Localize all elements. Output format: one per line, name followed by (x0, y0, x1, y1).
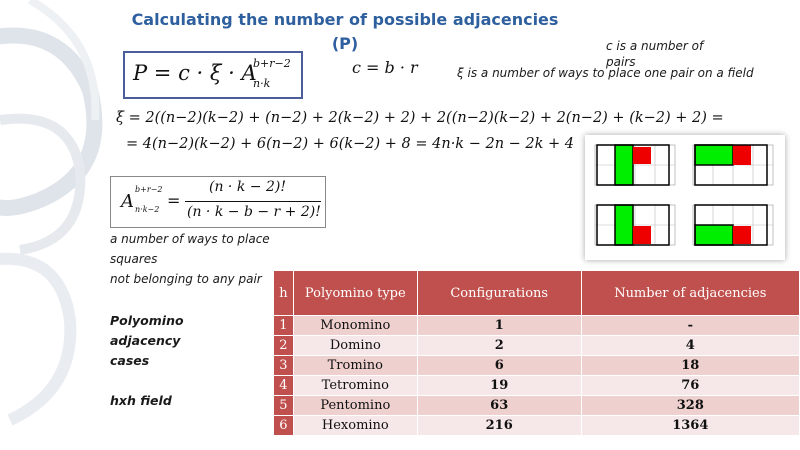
polyomino-adjacency-label (110, 311, 184, 371)
table-row (274, 356, 800, 376)
ways-note-line-3: not belonging to any pair (110, 272, 262, 286)
row-number: 4 (274, 376, 294, 396)
domino-placement-diagrams (585, 135, 785, 260)
adjacencies-cell: 76 (581, 376, 799, 396)
polyomino-type-cell: Tromino (293, 356, 417, 376)
c-definition: c = b · r (352, 58, 418, 77)
c-note: c is a number of pairs (606, 39, 704, 69)
p-formula-lhs: P = c · ξ · A (133, 61, 257, 85)
configurations-cell: 1 (417, 316, 581, 336)
equals-sign: = (167, 191, 181, 210)
adjacencies-cell: 328 (581, 396, 799, 416)
p-formula-sub: n·k (253, 77, 271, 90)
table-row (274, 316, 800, 336)
diagram-horizontal-bottom (693, 205, 773, 245)
a-lhs: A (121, 191, 134, 212)
diagram-horizontal-top (693, 145, 773, 185)
side-label-line-2: adjacency (110, 333, 181, 348)
table-header-row (274, 271, 800, 316)
configurations-cell: 2 (417, 336, 581, 356)
ways-note-line-1: a number of ways to place (110, 232, 270, 246)
row-number: 1 (274, 316, 294, 336)
configurations-cell: 19 (417, 376, 581, 396)
xi-formula-line-2: = 4(n−2)(k−2) + 6(n−2) + 6(k−2) + 8 = 4n·k − 2n − 2k + 4 (126, 136, 574, 152)
header-adjacencies: Number of adjacencies (581, 271, 799, 316)
adjacencies-cell: 4 (581, 336, 799, 356)
configurations-cell: 216 (417, 416, 581, 436)
table-row (274, 416, 800, 436)
adjacencies-cell: - (581, 316, 799, 336)
ways-note-line-2: squares (110, 252, 158, 266)
xi-formula-line-1: ξ = 2((n−2)(k−2) + (n−2) + 2(k−2) + 2) + 2((n−2)(k−2) + 2(n−2) + (k−2) + 2) = (116, 110, 724, 126)
table-row (274, 376, 800, 396)
polyomino-type-cell: Pentomino (293, 396, 417, 416)
p-formula-sup: b+r−2 (253, 57, 291, 70)
a-numerator: (n · k − 2)! (209, 179, 286, 195)
title-line-1: Calculating the number of possible adjacencies (131, 10, 559, 29)
arrangement-formula-box (110, 176, 326, 228)
slide-title (110, 8, 580, 56)
polyomino-type-cell: Tetromino (293, 376, 417, 396)
xi-note: ξ is a number of ways to place one pair on a field (457, 66, 754, 80)
a-sub: n·k−2 (135, 205, 160, 214)
side-label-line-3: cases (110, 353, 150, 368)
adjacencies-cell: 1364 (581, 416, 799, 436)
row-number: 3 (274, 356, 294, 376)
side-label-line-1: Polyomino (110, 313, 184, 328)
p-formula-box (123, 51, 303, 99)
polyomino-type-cell: Monomino (293, 316, 417, 336)
fraction-bar (185, 201, 321, 202)
placement-grid-svg (585, 135, 785, 260)
table-corner-header: h (274, 271, 294, 316)
configurations-cell: 6 (417, 356, 581, 376)
table-row (274, 396, 800, 416)
ways-note (110, 229, 270, 289)
title-line-2: (P) (331, 34, 359, 53)
a-denominator: (n · k − b − r + 2)! (187, 204, 321, 220)
header-polyomino-type: Polyomino type (293, 271, 417, 316)
row-number: 5 (274, 396, 294, 416)
polyomino-type-cell: Domino (293, 336, 417, 356)
a-sup: b+r−2 (135, 185, 163, 194)
polyomino-table (273, 270, 800, 436)
row-number: 6 (274, 416, 294, 436)
header-configurations: Configurations (417, 271, 581, 316)
field-label: hxh field (110, 393, 172, 408)
adjacencies-cell: 18 (581, 356, 799, 376)
diagram-vertical-bottom (595, 205, 675, 245)
polyomino-type-cell: Hexomino (293, 416, 417, 436)
row-number: 2 (274, 336, 294, 356)
configurations-cell: 63 (417, 396, 581, 416)
table-row (274, 336, 800, 356)
diagram-vertical-left (595, 145, 675, 185)
